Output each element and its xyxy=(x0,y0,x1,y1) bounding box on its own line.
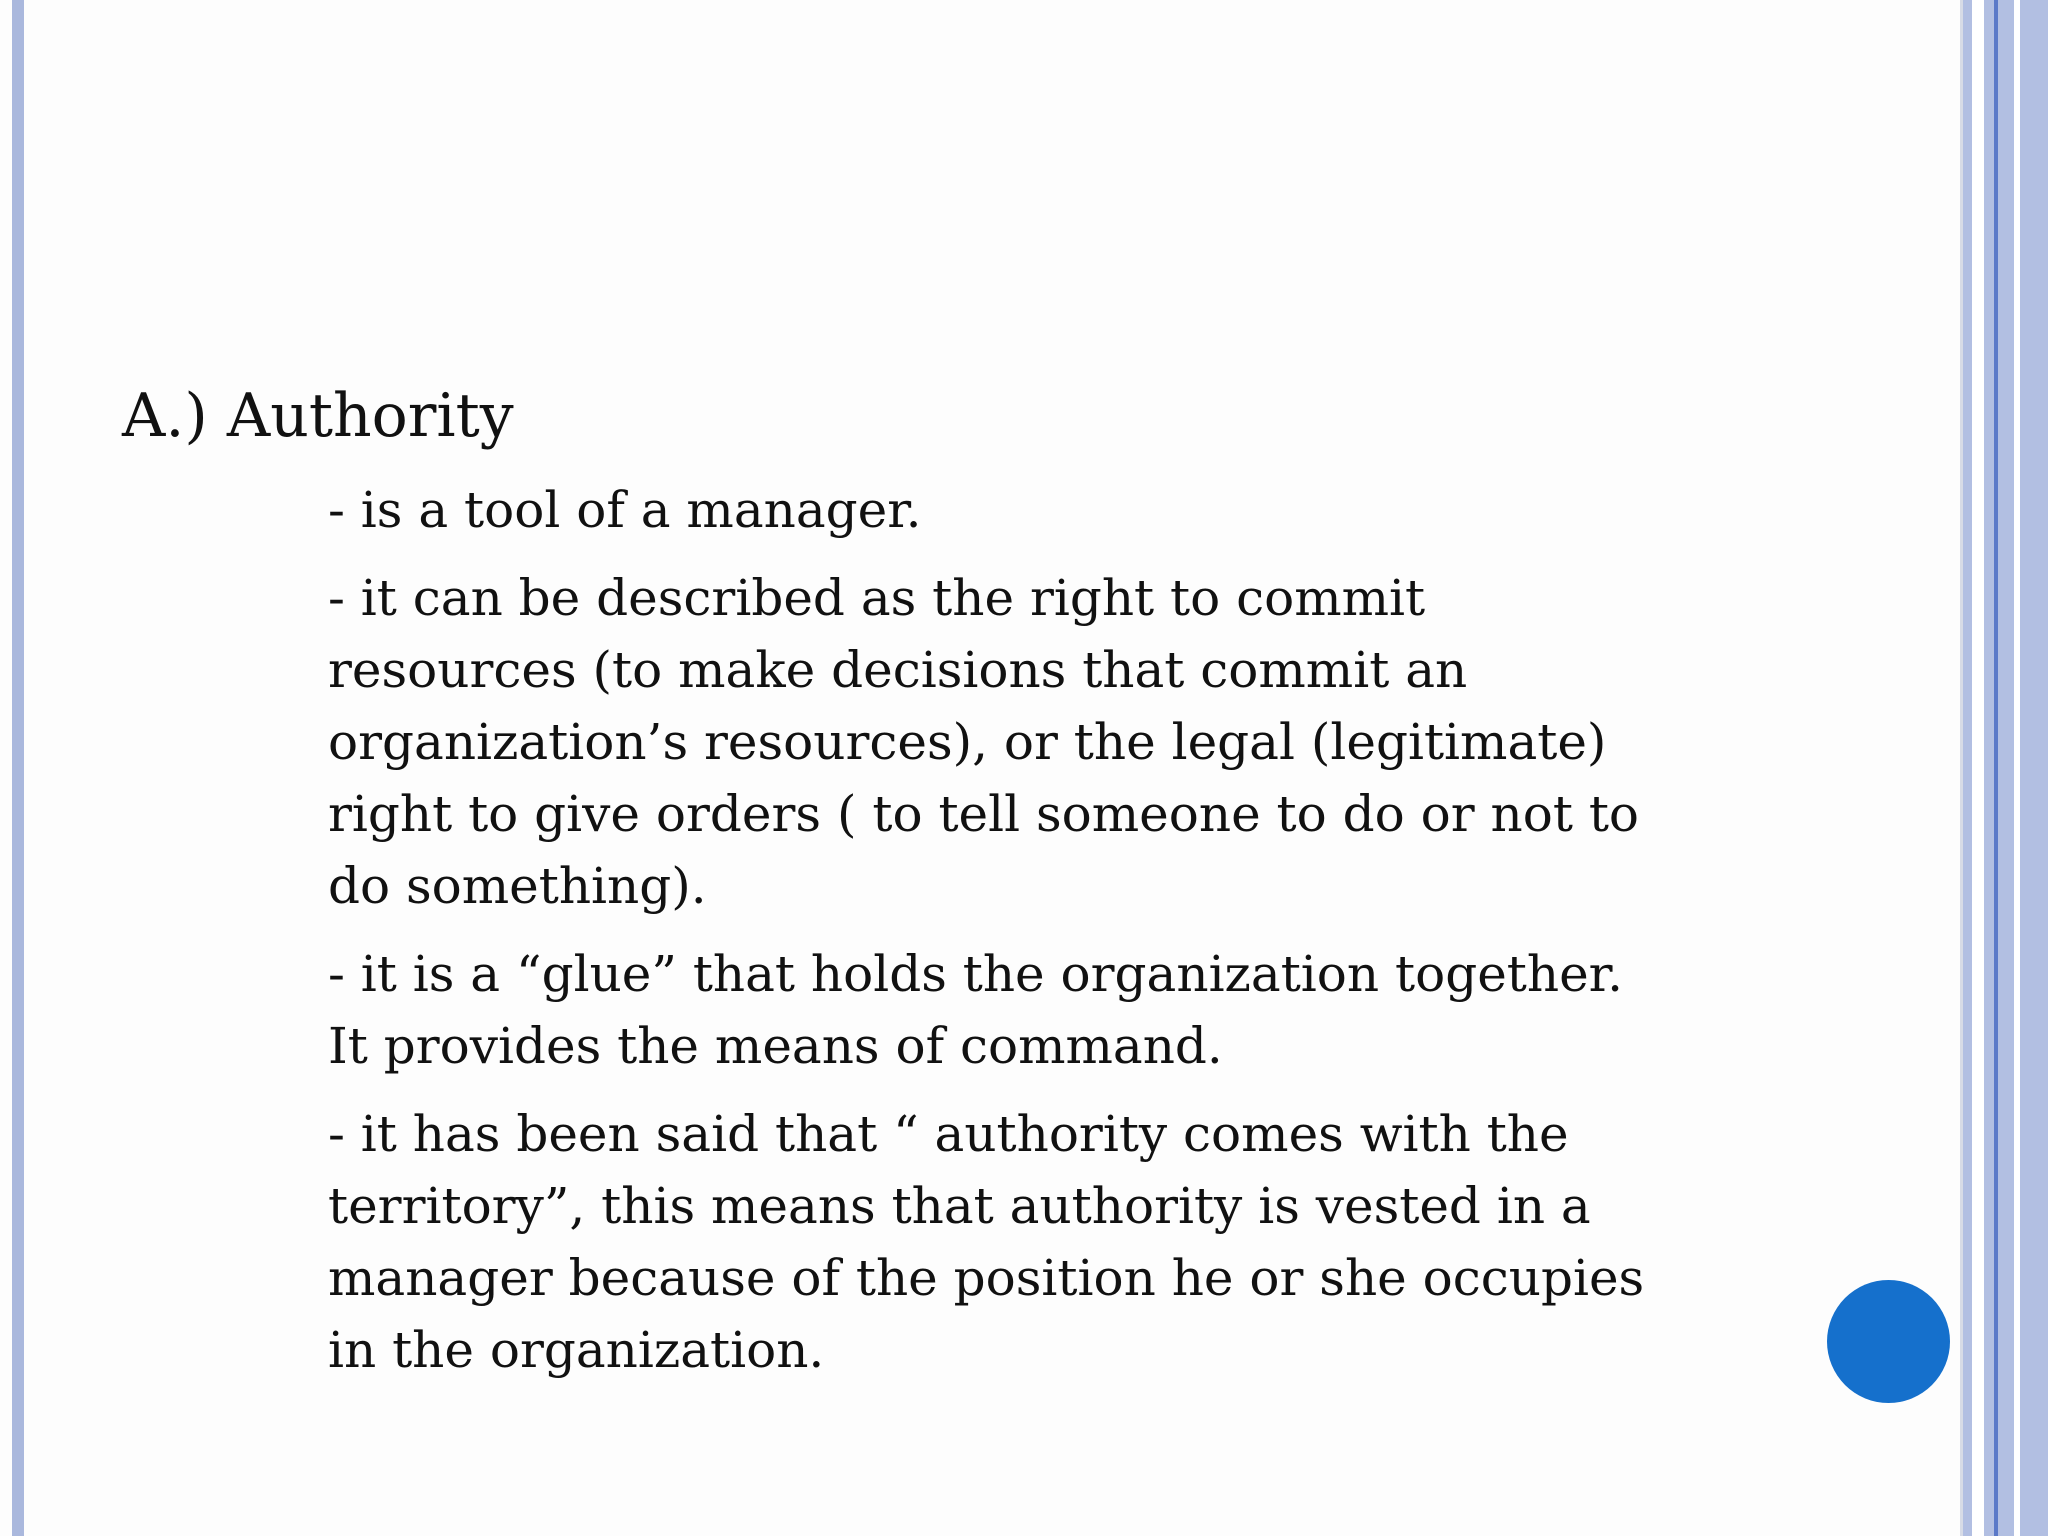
bullet-paragraph xyxy=(328,474,1748,546)
paragraph-line: in the organization. xyxy=(328,1321,825,1379)
bullet-paragraph xyxy=(328,938,1748,1082)
paragraph-line: territory”, this means that authority is vested in a xyxy=(328,1177,1591,1235)
right-accent-bar-2 xyxy=(1984,0,1994,1536)
paragraph-line: manager because of the position he or she occupies xyxy=(328,1249,1645,1307)
right-accent-bar-3 xyxy=(1998,0,2014,1536)
left-accent-bar xyxy=(12,0,24,1536)
paragraph-line: - it can be described as the right to commit xyxy=(328,569,1426,627)
decorative-circle xyxy=(1827,1280,1950,1403)
paragraph-line: resources (to make decisions that commit an xyxy=(328,641,1468,699)
slide-body xyxy=(328,474,1748,1402)
paragraph-line: - it has been said that “ authority comes with the xyxy=(328,1105,1569,1163)
paragraph-line: It provides the means of command. xyxy=(328,1017,1223,1075)
bullet-paragraph xyxy=(328,1098,1748,1386)
slide-heading: A.) Authority xyxy=(122,381,514,451)
right-accent-bar-1 xyxy=(1963,0,1972,1536)
right-accent-bar-4 xyxy=(2020,0,2048,1536)
paragraph-line: - is a tool of a manager. xyxy=(328,481,922,539)
paragraph-line: - it is a “glue” that holds the organization together. xyxy=(328,945,1623,1003)
bullet-paragraph xyxy=(328,562,1748,922)
paragraph-line: organization’s resources), or the legal (legitimate) xyxy=(328,713,1607,771)
paragraph-line: right to give orders ( to tell someone to do or not to xyxy=(328,785,1640,843)
paragraph-line: do something). xyxy=(328,857,707,915)
right-accent-gap-1 xyxy=(1972,0,1984,1536)
